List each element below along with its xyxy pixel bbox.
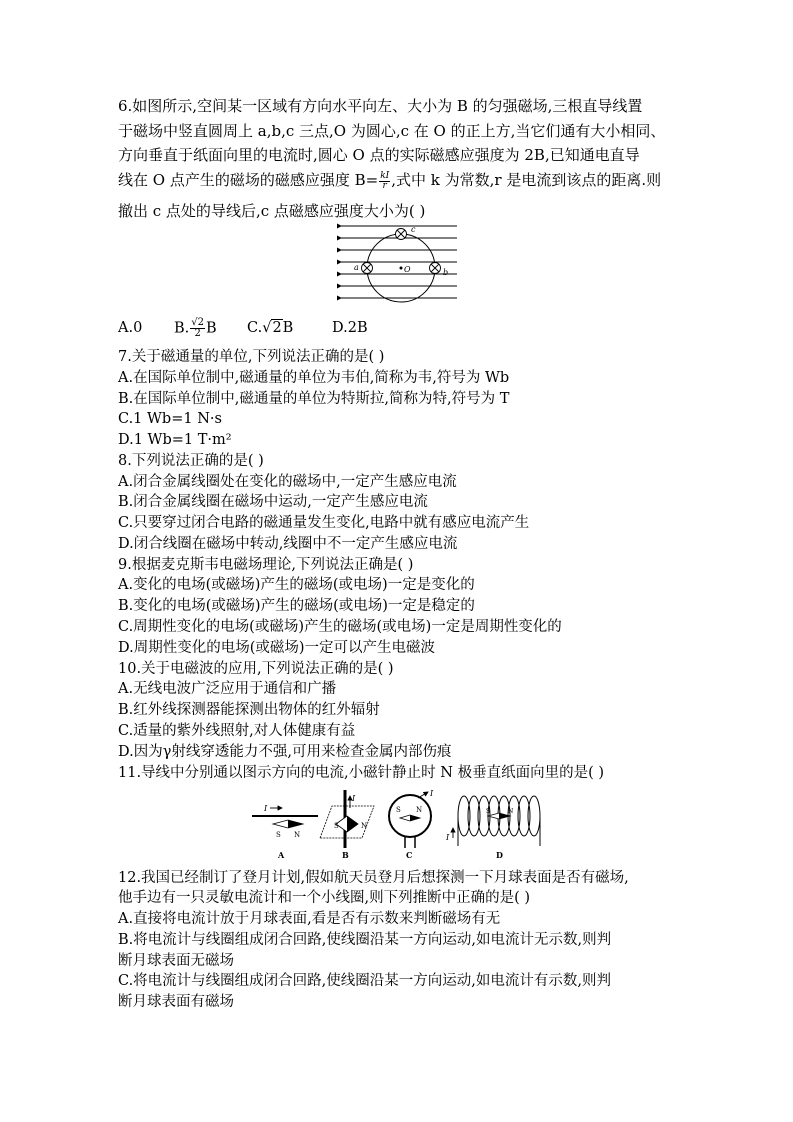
q8-stem: 8.下列说法正确的是( ) [118,453,264,469]
q9-option-b: B.变化的电场(或磁场)产生的磁场(或电场)一定是稳定的 [118,598,475,614]
q8-option-b: B.闭合金属线圈在磁场中运动,一定产生感应电流 [118,494,428,510]
label-b: b [443,268,449,277]
q12-option-c-1: C.将电流计与线圈组成闭合回路,使线圈沿某一方向运动,如电流计有示数,则判 [118,973,612,989]
q12-option-a: A.直接将电流计放于月球表面,看是否有示数来判断磁场有无 [118,911,501,927]
q12-option-b-2: 断月球表面无磁场 [118,953,234,969]
q10-option-c: C.适量的紫外线照射,对人体健康有益 [118,723,356,739]
q6-line-5: 撤出 c 点处的导线后,c 点磁感应强度大小为( ) [118,202,426,220]
wire-b-icon [430,263,441,274]
center-point [400,267,403,270]
label-c: c [411,225,416,234]
q6-option-c-prefix: C. [247,320,263,336]
q6-line-1: 6.如图所示,空间某一区域有方向水平向左、大小为 B 的匀强磁场,三根直导线置 [118,97,643,115]
q10-option-b: B.红外线探测器能探测出物体的红外辐射 [118,702,380,718]
q6-line-3: 方向垂直于纸面向里的电流时,圆心 O 点的实际磁感应强度为 2B,已知通电直导 [118,146,640,164]
wire-a-icon [362,263,373,274]
q6-option-b-fraction [190,318,205,339]
q6-line-4-prefix: 线在 O 点产生的磁场的磁感应强度 B= [118,171,379,189]
q6-option-c-sqrt: √2 [262,320,282,336]
q6-option-b-numerator: √2 [191,317,204,328]
q11-b-needle-icon [336,816,358,832]
q6-option-d: D.2B [332,320,368,336]
q8-option-c: C.只要穿过闭合电路的磁通量发生变化,电路中就有感应电流产生 [118,515,530,531]
q9-option-a: A.变化的电场(或磁场)产生的磁场(或电场)一定是变化的 [118,577,475,593]
wire-c-icon [396,229,407,240]
q6-option-c-radicand: 2 [272,320,282,336]
q11-d-n: N [508,808,514,815]
q6-fraction-denominator: r [382,180,387,191]
q10-stem: 10.关于电磁波的应用,下列说法正确的是( ) [118,661,394,677]
q11-c-s: S [396,806,401,814]
q11-b-s: S [334,822,339,830]
q6-fraction [379,172,390,191]
q6-line-2: 于磁场中竖直圆周上 a,b,c 三点,O 为圆心,c 在 O 的正上方,当它们通有大小相同、 [118,122,666,140]
q6-option-b-denominator: 2 [194,328,201,339]
q6-option-b [174,318,217,339]
q12-stem-1: 12.我国已经制订了登月计划,假如航天员登月后想探测一下月球表面是否有磁场, [118,870,629,886]
q6-magnetic-field-figure [337,220,461,304]
q7-option-c: C.1 Wb=1 N·s [118,411,222,427]
q9-option-d: D.周期性变化的电场(或磁场)一定可以产生电磁波 [118,640,436,656]
q9-stem: 9.根据麦克斯韦电磁场理论,下列说法正确是( ) [118,557,414,573]
q11-d-s: S [486,808,491,815]
label-a: a [354,263,359,272]
q7-option-b: B.在国际单位制中,磁通量的单位为特斯拉,简称为特,符号为 T [118,391,510,407]
q11-label-a: A [278,850,285,860]
q11-fig-d [445,796,540,860]
q11-label-c: C [406,850,413,860]
q10-option-d: D.因为γ射线穿透能力不强,可用来检查金属内部伤痕 [118,744,452,760]
q6-line-4 [118,170,678,191]
q11-stem: 11.导线中分别通以图示方向的电流,小磁针静止时 N 极垂直纸面向里的是( ) [118,765,604,781]
q11-fig-a [252,804,318,860]
q11-c-needle-icon [400,815,420,821]
q6-option-a: A.0 [118,320,143,336]
q11-c-n: N [416,806,423,814]
q10-option-a: A.无线电波广泛应用于通信和广播 [118,681,337,697]
q7-stem: 7.关于磁通量的单位,下列说法正确的是( ) [118,349,385,365]
q6-fraction-numerator: kI [380,170,390,181]
q11-d-needle-icon [488,813,510,819]
q11-label-b: B [342,850,349,860]
q6-option-b-prefix: B. [174,320,190,337]
q11-compass-figure [248,788,548,862]
q7-option-d: D.1 Wb=1 T·m² [118,432,232,448]
q9-option-c: C.周期性变化的电场(或磁场)产生的磁场(或电场)一定是周期性变化的 [118,619,562,635]
q12-option-c-2: 断月球表面有磁场 [118,994,234,1010]
label-o: O [404,265,411,274]
q8-option-a: A.闭合金属线圈处在变化的磁场中,一定产生感应电流 [118,474,457,490]
q8-option-d: D.闭合线圈在磁场中转动,线圈中不一定产生感应电流 [118,536,458,552]
q11-fig-b [320,790,374,860]
q12-option-b-1: B.将电流计与线圈组成闭合回路,使线圈沿某一方向运动,如电流计无示数,则判 [118,932,612,948]
q11-b-n: N [361,822,368,830]
q11-d-current: I [446,833,450,842]
q11-b-current: I [352,794,356,803]
q11-c-current: I [430,789,434,798]
q6-option-c-suffix: B [282,320,294,336]
q11-a-current: I [264,804,268,813]
q11-label-d: D [496,850,503,860]
q6-option-b-suffix: B [206,320,217,337]
q6-option-c [247,318,293,338]
q12-stem-2: 他手边有一只灵敏电流计和一个小线圈,则下列推断中正确的是( ) [118,890,531,906]
q11-a-n: N [294,831,301,839]
q11-fig-c [389,789,434,860]
q7-option-a: A.在国际单位制中,磁通量的单位为韦伯,简称为韦,符号为 Wb [118,370,510,386]
q6-line-4-suffix: ,式中 k 为常数,r 是电流到该点的距离.则 [391,171,662,189]
q11-a-needle-icon [273,820,303,828]
q11-a-s: S [276,831,281,839]
